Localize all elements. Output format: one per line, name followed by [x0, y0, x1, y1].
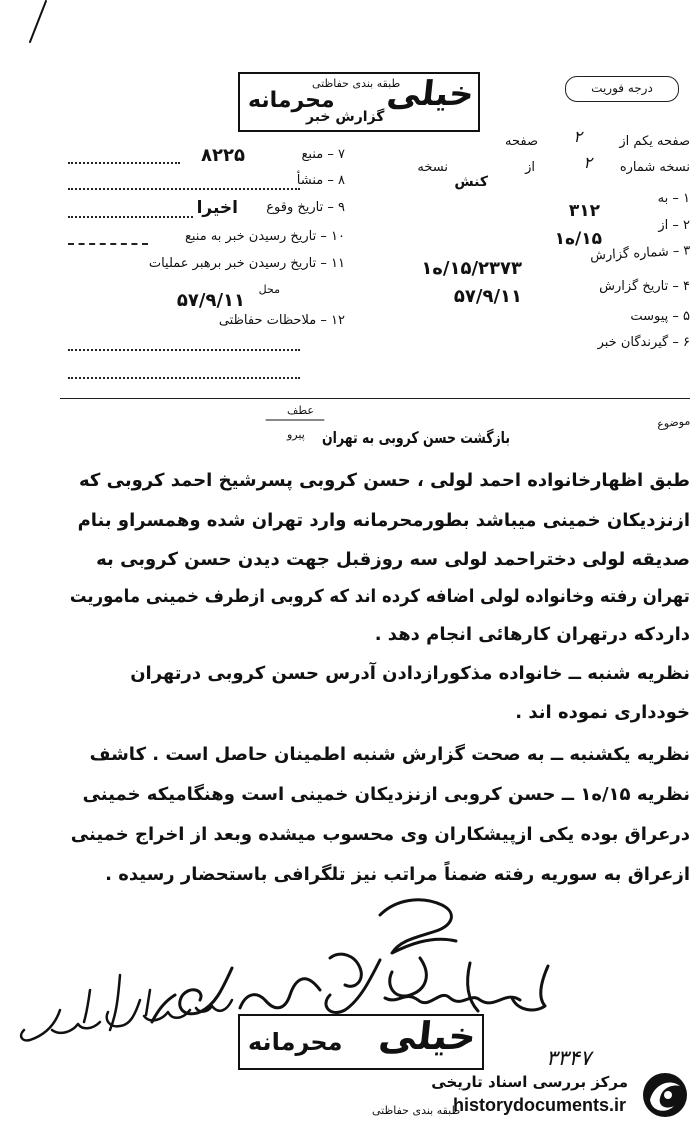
subject-label: موضوع — [656, 414, 691, 431]
classification-caption: طبقه بندی حفاظتی — [312, 77, 401, 90]
signature-stroke — [240, 979, 320, 1008]
classification-caption: طبقه بندی حفاظتی — [372, 1104, 461, 1117]
field-label-origin: ۸ – منشأ — [296, 173, 345, 188]
signature-stroke — [385, 995, 520, 1003]
field-value-report-date: ۵۷/۹/۱۱ — [453, 286, 522, 307]
page-info-label: صفحه یکم از — [619, 134, 690, 149]
body-line: ازنزدیکان خمینی میباشد بطورمحرمانه وارد تهران شده وهمسراو بنام — [77, 510, 690, 531]
field-value-source: ۸۲۲۵ — [201, 145, 245, 166]
signature-stroke — [512, 966, 548, 1010]
signature-stroke — [468, 963, 478, 1011]
form-title: گزارش خبر — [306, 109, 385, 125]
body-line: صدیقه لولی دختراحمد لولی سه روزقبل جهت دیدن حسن کروبی به — [96, 549, 690, 570]
classification-level: محرمانه — [248, 1028, 343, 1056]
field-label-source: ۷ – منبع — [301, 147, 345, 162]
handwritten-note-stroke — [21, 1010, 60, 1040]
field-value-news-to-leader-date: ۵۷/۹/۱۱ — [176, 290, 245, 311]
copy-info-of: از — [525, 160, 535, 175]
reference-label: عطف — [287, 404, 314, 417]
classification-stamp-top — [238, 72, 480, 132]
field-label-to: ۱ – به — [657, 191, 690, 206]
copy-info-label: نسخه شماره — [619, 160, 690, 175]
body-line: درعراق بوده یکی ازپیشکاران وی محسوب میشده وبعد از اخراج خمینی — [70, 824, 690, 845]
subject-title: بازگشت حسن کروبی به تهران — [322, 428, 510, 447]
field-label-report-date: ۴ – تاریخ گزارش — [599, 279, 690, 294]
follow-up-label: پیرو — [287, 428, 305, 441]
urgency-box — [565, 76, 679, 102]
signature-stroke — [390, 958, 427, 996]
field-value-event-date: اخیرا — [196, 198, 238, 218]
handwritten-note-stroke — [84, 990, 90, 1022]
classification-stamp-bottom — [238, 1014, 484, 1070]
dotted-line — [68, 188, 300, 190]
classification-level: محرمانه — [248, 88, 335, 113]
signature-stroke — [380, 900, 456, 953]
body-line: نظریه شنبه ــ خانواده مذکورازدادن آدرس حسن کروبی درتهران — [130, 663, 690, 684]
body-line-rest: ــ حسن کروبی ازنزدیکان خمینی است وهنگامیکه خمینی — [82, 784, 575, 805]
handwritten-note-stroke — [144, 1010, 190, 1020]
handwritten-note-stroke — [52, 1022, 100, 1033]
dotted-line — [68, 377, 300, 379]
page-count: ۲ — [573, 127, 582, 146]
handwritten-note-stroke — [110, 975, 120, 1030]
dashed-line — [68, 243, 148, 245]
classification-stamp-word: خیلی — [385, 74, 477, 114]
body-line: داردکه درتهران کارهائی انجام دهد . — [374, 624, 690, 645]
body-line: طبق اظهارخانواده احمد لولی ، حسن کروبی پسرشیخ احمد کروبی که — [78, 470, 690, 491]
field-label-report-number: ۳ – شماره گزارش — [589, 243, 691, 264]
copy-stamp: کنش — [454, 174, 488, 190]
margin-stroke — [30, 1, 46, 42]
section-divider — [60, 398, 690, 399]
body-line — [83, 784, 690, 805]
page-info-suffix: صفحه — [505, 134, 538, 149]
body-line: نظریه یکشنبه ــ به صحت گزارش شنبه اطمینان حاصل است . کاشف — [89, 744, 690, 765]
body-line-prefix: نظریه — [636, 784, 690, 805]
field-label-news-to-leader-date: ۱۱ – تاریخ رسیدن خبر برهبر عملیات — [148, 256, 345, 271]
field-label-recipients: ۶ – گیرندگان خبر — [597, 335, 690, 350]
file-number: ۳۳۴۷ — [546, 1046, 592, 1070]
field-label-event-date: ۹ – تاریخ وقوع — [266, 200, 345, 215]
field-label-attachment: ۵ – پیوست — [630, 309, 690, 324]
archive-logo-icon — [638, 1070, 692, 1120]
copy-number: ۲ — [583, 153, 592, 172]
watermark-site: historydocuments.ir — [452, 1095, 626, 1115]
body-line: ازعراق به سوریه رفته ضمناً مراتب نیز تلگرافی باستحضار رسیده . — [105, 864, 690, 885]
field-value-report-number: ۱ه/۱۵/۲۳۷۳ — [421, 258, 522, 279]
watermark-name: مرکز بررسی اسناد تاریخی — [431, 1073, 628, 1091]
handwritten-note-stroke — [196, 1000, 232, 1012]
handwritten-note-stroke — [107, 1000, 140, 1026]
dotted-line — [68, 349, 300, 351]
dotted-line — [68, 216, 193, 218]
field-value-to: ۳۱۲ — [568, 201, 600, 221]
field-label-from: ۲ – از — [658, 218, 690, 233]
body-line: تهران رفته وخانواده لولی اضافه کرده اند که کروبی ازطرف خمینی ماموریت — [70, 586, 690, 607]
field-value-from: ۱ه/۱۵ — [554, 229, 602, 249]
signature-stroke — [330, 954, 361, 986]
body-line-code: ۱ه/۱۵ — [580, 784, 631, 805]
urgency-label: درجه فوریت — [591, 81, 653, 95]
body-line: خودداری نموده اند . — [515, 702, 690, 723]
field-label-security-notes: ۱۲ – ملاحظات حفاظتی — [218, 313, 345, 328]
classification-stamp-word: خیلی — [376, 1014, 479, 1058]
signature-stroke — [180, 968, 232, 1014]
signature-stroke — [326, 960, 380, 1012]
signature-stroke — [152, 995, 175, 1022]
field-sublabel-place: محل — [258, 283, 280, 296]
copy-info-suffix: نسخه — [417, 160, 448, 175]
handwritten-note-stroke — [146, 990, 150, 1015]
dotted-line — [68, 162, 180, 164]
field-label-news-to-source-date: ۱۰ – تاریخ رسیدن خبر به منبع — [184, 229, 345, 244]
